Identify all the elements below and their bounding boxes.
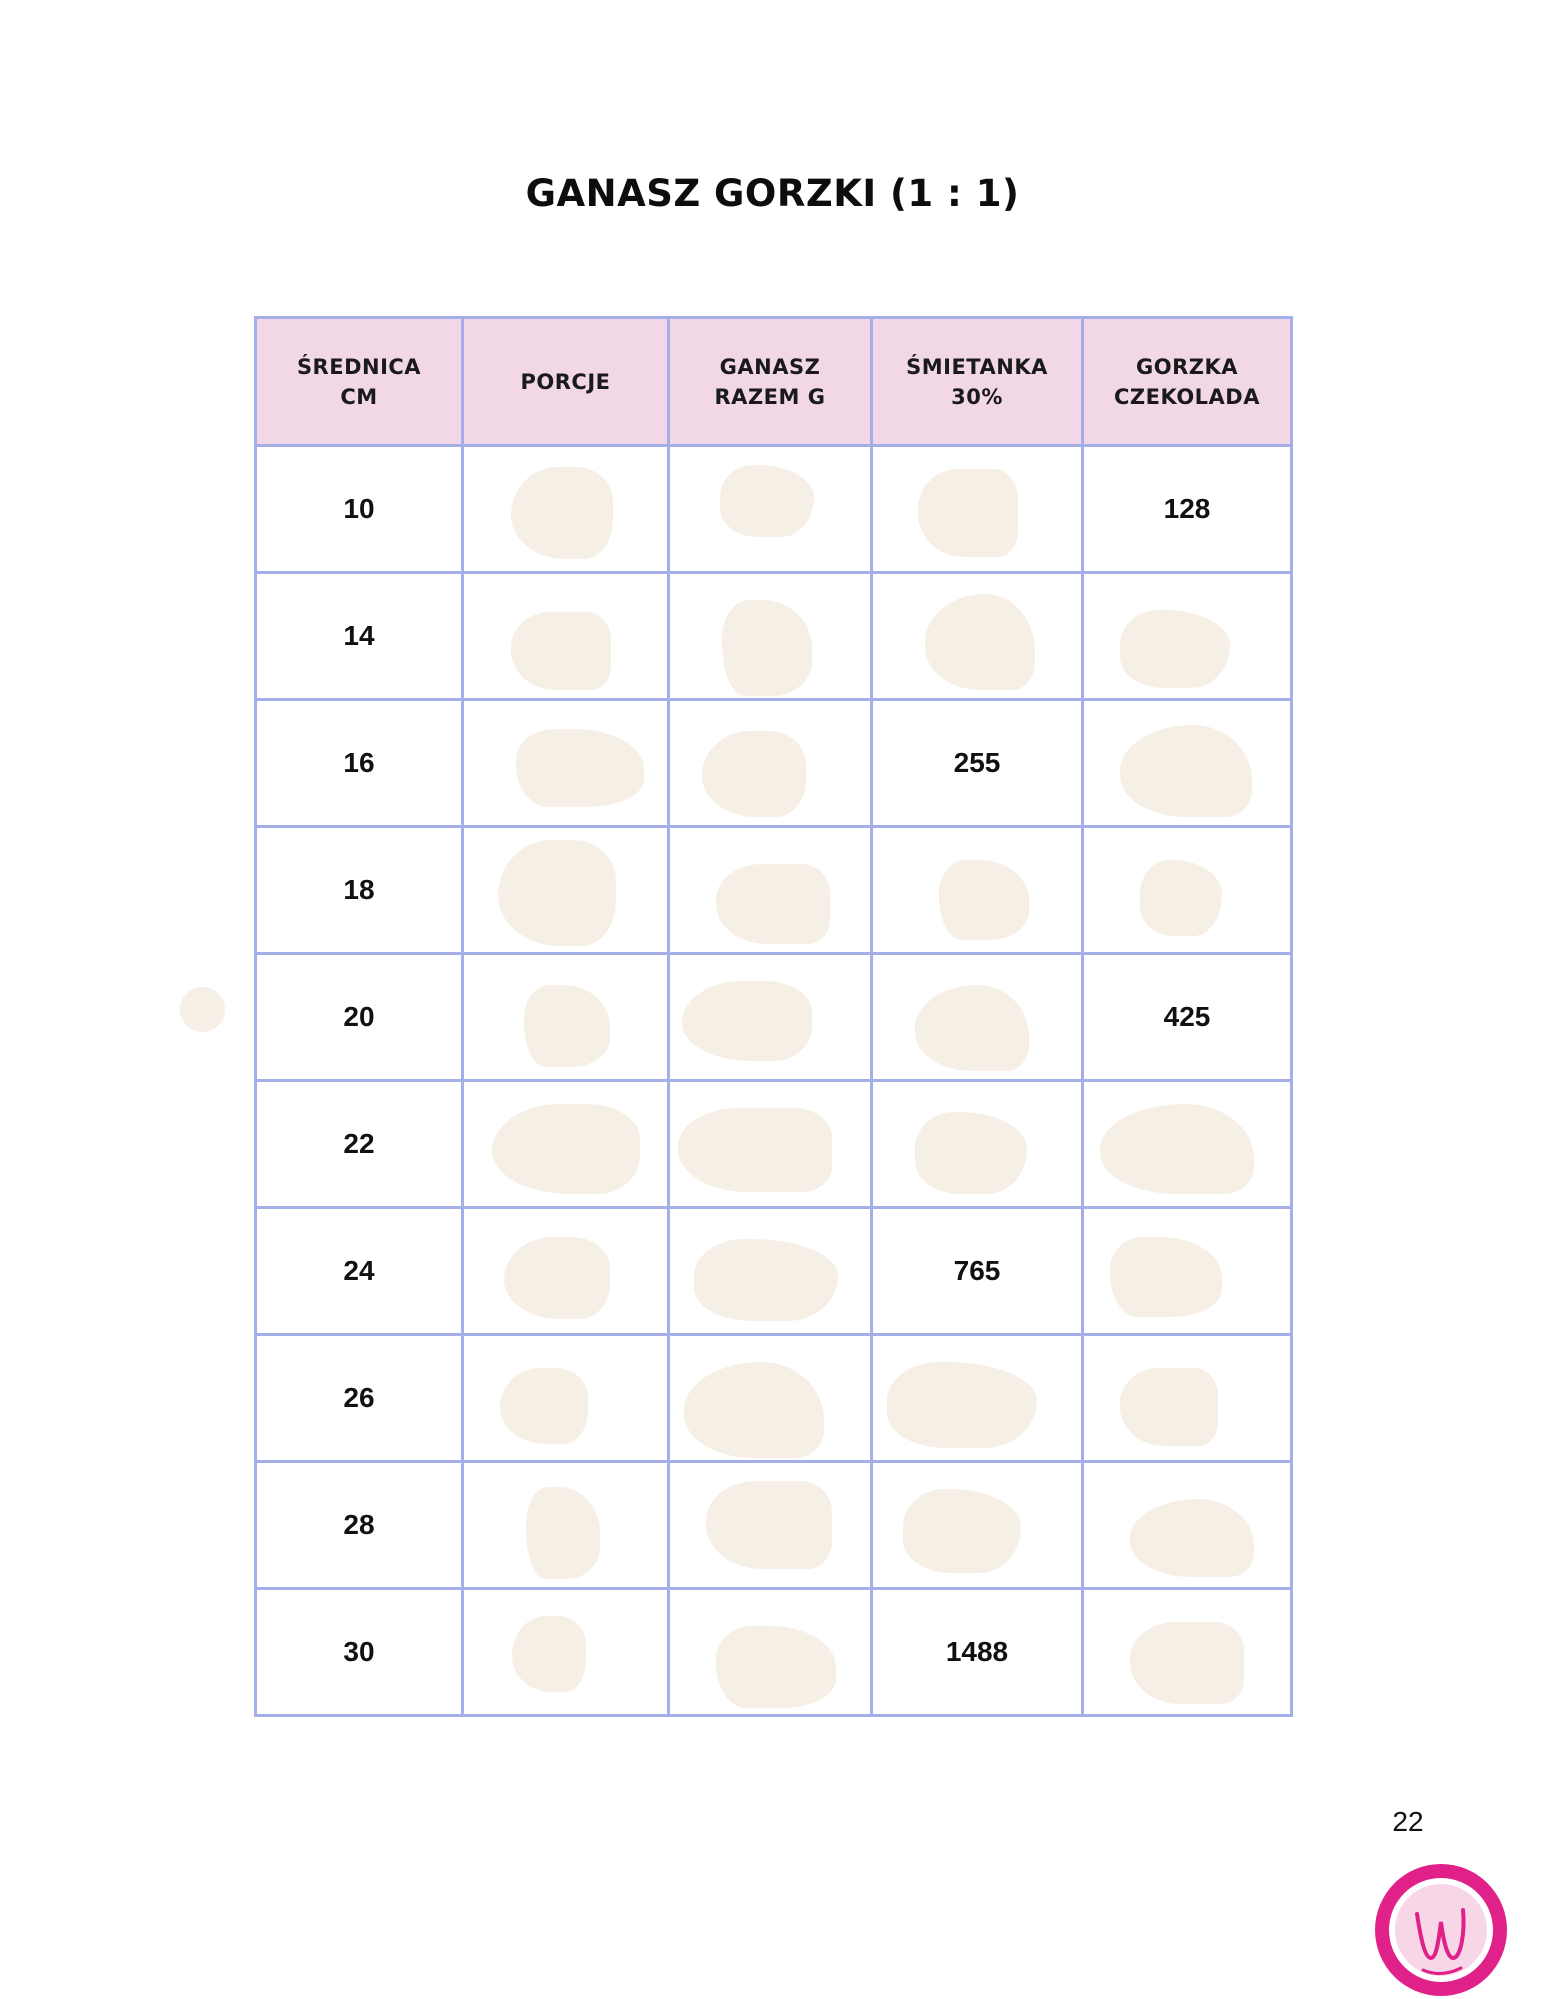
header-line: CM [340, 384, 378, 409]
cell-cream: 765 [872, 1208, 1083, 1335]
cell-cream [872, 1335, 1083, 1462]
redaction-blob [716, 864, 830, 944]
redaction-blob [504, 1237, 610, 1319]
redaction-blob [526, 1487, 600, 1579]
header-cream [872, 318, 1083, 446]
table-row [256, 446, 1292, 573]
redaction-blob [1140, 860, 1222, 936]
redaction-blob [684, 1362, 824, 1458]
redaction-blob [706, 1481, 832, 1569]
cell-ganache-total [669, 446, 872, 573]
redaction-blob [524, 985, 610, 1067]
header-line: GANASZ [719, 354, 821, 379]
table-row [256, 1335, 1292, 1462]
redaction-blob [702, 731, 806, 817]
table-row [256, 1081, 1292, 1208]
cell-servings [463, 1208, 669, 1335]
cell-servings [463, 700, 669, 827]
cell-servings [463, 954, 669, 1081]
redaction-blob [1130, 1622, 1244, 1704]
ganache-table [254, 316, 1293, 1717]
header-line: RAZEM G [714, 384, 826, 409]
cell-cream: 1488 [872, 1589, 1083, 1716]
cell-ganache-total [669, 700, 872, 827]
page-number: 22 [1392, 1806, 1424, 1837]
cell-dark-chocolate [1083, 1335, 1292, 1462]
redaction-blob [903, 1489, 1021, 1573]
table-row [256, 1589, 1292, 1716]
cell-dark-chocolate [1083, 700, 1292, 827]
redaction-blob [1130, 1499, 1254, 1577]
cell-ganache-total [669, 1335, 872, 1462]
table-row [256, 1462, 1292, 1589]
redaction-blob [1100, 1104, 1254, 1194]
redaction-blob [500, 1368, 588, 1444]
header-dark-chocolate [1083, 318, 1292, 446]
cell-diameter: 14 [256, 573, 463, 700]
redaction-blob [678, 1108, 832, 1192]
cell-diameter: 20 [256, 954, 463, 1081]
table-row [256, 827, 1292, 954]
cell-cream [872, 1081, 1083, 1208]
cell-diameter: 30 [256, 1589, 463, 1716]
cell-cream [872, 573, 1083, 700]
redaction-blob [511, 467, 613, 559]
table-header-row [256, 318, 1292, 446]
header-line: CZEKOLADA [1114, 384, 1260, 409]
table-row [256, 573, 1292, 700]
cell-servings [463, 573, 669, 700]
redaction-blob [915, 1112, 1027, 1194]
cell-ganache-total [669, 573, 872, 700]
redaction-blob [1120, 725, 1252, 817]
cell-diameter: 22 [256, 1081, 463, 1208]
header-line: GORZKA [1135, 354, 1238, 379]
cell-diameter: 28 [256, 1462, 463, 1589]
redaction-blob [720, 465, 814, 537]
cell-servings [463, 827, 669, 954]
cell-dark-chocolate: 425 [1083, 954, 1292, 1081]
cell-ganache-total [669, 1589, 872, 1716]
cell-ganache-total [669, 1081, 872, 1208]
table-row [256, 1208, 1292, 1335]
redaction-blob [516, 729, 644, 807]
table-row [256, 700, 1292, 827]
redaction-blob [1110, 1237, 1222, 1317]
cell-dark-chocolate: 128 [1083, 446, 1292, 573]
cell-cream [872, 446, 1083, 573]
header-ganache-total [669, 318, 872, 446]
page-title: GANASZ GORZKI (1 : 1) [525, 172, 1020, 215]
cell-diameter: 24 [256, 1208, 463, 1335]
cell-servings [463, 446, 669, 573]
header-servings [463, 318, 669, 446]
redaction-blob [492, 1104, 640, 1194]
redaction-blob [918, 469, 1018, 557]
cell-ganache-total [669, 827, 872, 954]
header-line: ŚREDNICA [296, 354, 422, 379]
wypiekiana-logo-icon [1373, 1862, 1509, 1998]
cell-diameter: 18 [256, 827, 463, 954]
redaction-dot [180, 987, 225, 1032]
cell-cream [872, 954, 1083, 1081]
cell-cream [872, 1462, 1083, 1589]
redaction-blob [722, 600, 812, 696]
cell-cream [872, 827, 1083, 954]
cell-dark-chocolate [1083, 1589, 1292, 1716]
cell-diameter: 16 [256, 700, 463, 827]
cell-ganache-total [669, 954, 872, 1081]
redaction-blob [925, 594, 1035, 690]
cell-servings [463, 1462, 669, 1589]
redaction-blob [498, 840, 616, 946]
cell-dark-chocolate [1083, 1462, 1292, 1589]
redaction-blob [887, 1362, 1037, 1448]
redaction-blob [511, 612, 611, 690]
cell-servings [463, 1081, 669, 1208]
cell-ganache-total [669, 1462, 872, 1589]
cell-dark-chocolate [1083, 573, 1292, 700]
header-line: ŚMIETANKA [906, 354, 1048, 379]
cell-cream: 255 [872, 700, 1083, 827]
header-diameter [256, 318, 463, 446]
redaction-blob [682, 981, 812, 1061]
redaction-blob [1120, 1368, 1218, 1446]
redaction-blob [716, 1626, 836, 1708]
cell-diameter: 26 [256, 1335, 463, 1462]
redaction-blob [939, 860, 1029, 940]
cell-ganache-total [669, 1208, 872, 1335]
cell-dark-chocolate [1083, 827, 1292, 954]
redaction-blob [915, 985, 1029, 1071]
header-line: PORCJE [520, 369, 611, 394]
redaction-blob [1120, 610, 1230, 688]
redaction-blob [512, 1616, 586, 1692]
redaction-blob [694, 1239, 838, 1321]
cell-servings [463, 1335, 669, 1462]
cell-dark-chocolate [1083, 1208, 1292, 1335]
cell-diameter: 10 [256, 446, 463, 573]
header-line: 30% [951, 384, 1003, 409]
table-row [256, 954, 1292, 1081]
cell-dark-chocolate [1083, 1081, 1292, 1208]
cell-servings [463, 1589, 669, 1716]
